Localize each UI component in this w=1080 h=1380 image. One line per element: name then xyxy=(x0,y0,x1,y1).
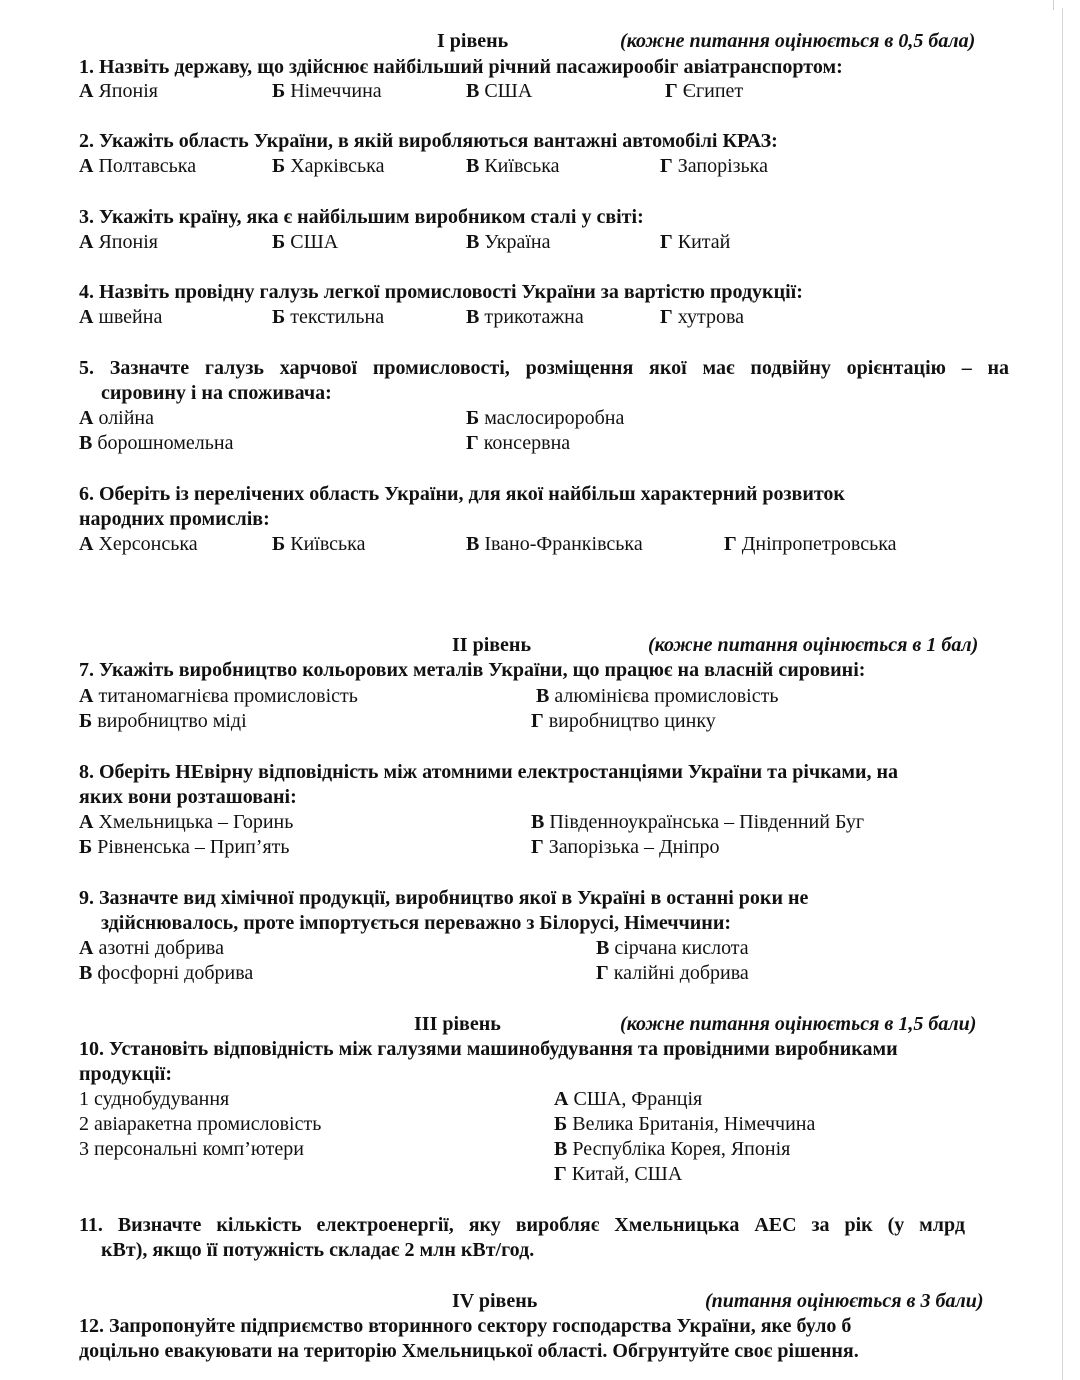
option-4a: А швейна xyxy=(79,306,163,328)
option-1b: Б Німеччина xyxy=(272,80,382,102)
question-7: 7. Укажіть виробництво кольорових металів України, що працює на власній сировині: xyxy=(79,659,866,681)
option-1a: А Японія xyxy=(79,80,158,102)
page-edge-right xyxy=(1062,8,1063,1380)
option-4d: Г хутрова xyxy=(660,306,745,328)
question-5-line-1: 5. Зазначте галузь харчової промисловості, розміщення якої має подвійну орієнтацію – на xyxy=(79,357,1009,379)
question-5-line-2: сировину і на споживача: xyxy=(101,382,332,404)
question-6-line-2: народних промислів: xyxy=(79,508,270,530)
question-2: 2. Укажіть область України, в якій виробляються вантажні автомобілі КРАЗ: xyxy=(79,130,778,152)
option-4b: Б текстильна xyxy=(272,306,385,328)
option-8a: А Хмельницька – Горинь xyxy=(79,811,294,833)
match-left-3: 3 персональні комп’ютери xyxy=(79,1138,304,1160)
option-8b: Б Рівненська – Прип’ять xyxy=(79,836,290,858)
option-3b: Б США xyxy=(272,231,339,253)
match-left-2: 2 авіаракетна промисловість xyxy=(79,1113,322,1135)
level-1-note: (кожне питання оцінюється в 0,5 бала) xyxy=(620,30,976,52)
option-2c: В Київська xyxy=(466,155,560,177)
option-1c: В США xyxy=(466,80,533,102)
level-2-note: (кожне питання оцінюється в 1 бал) xyxy=(648,634,979,656)
question-10-line-2: продукції: xyxy=(79,1063,173,1085)
match-left-1: 1 суднобудування xyxy=(79,1088,230,1110)
option-9b: В фосфорні добрива xyxy=(79,962,254,984)
level-4-title: IV рівень xyxy=(452,1290,538,1312)
option-6d: Г Дніпропетровська xyxy=(724,533,897,555)
level-2-title: II рівень xyxy=(452,634,532,656)
option-1d: Г Єгипет xyxy=(665,80,744,102)
option-2b: Б Харківська xyxy=(272,155,385,177)
question-1: 1. Назвіть державу, що здійснює найбільший річний пасажирообіг авіатранспортом: xyxy=(79,56,843,78)
question-3: 3. Укажіть країну, яка є найбільшим виробником сталі у світі: xyxy=(79,206,644,228)
option-6a: А Херсонська xyxy=(79,533,198,555)
option-8c: В Південноукраїнська – Південний Буг xyxy=(531,811,865,833)
option-3a: А Японія xyxy=(79,231,158,253)
question-8-line-1: 8. Оберіть НЕвірну відповідність між атомними електростанціями України та річками, на xyxy=(79,761,899,783)
option-2a: А Полтавська xyxy=(79,155,197,177)
option-4c: В трикотажна xyxy=(466,306,584,328)
question-4: 4. Назвіть провідну галузь легкої промисловості України за вартістю продукції: xyxy=(79,281,803,303)
option-7d: Г виробництво цинку xyxy=(531,710,716,732)
level-3-note: (кожне питання оцінюється в 1,5 бали) xyxy=(620,1013,977,1035)
match-right-d: Г Китай, США xyxy=(554,1163,683,1185)
option-5a: А олійна xyxy=(79,407,155,429)
option-8d: Г Запорізька – Дніпро xyxy=(531,836,720,858)
option-7c: В алюмінієва промисловість xyxy=(536,685,779,707)
option-3d: Г Китай xyxy=(660,231,731,253)
question-12-line-2: доцільно евакуювати на територію Хмельницької області. Обгрунтуйте своє рішення. xyxy=(79,1340,859,1362)
option-6b: Б Київська xyxy=(272,533,366,555)
option-9a: А азотні добрива xyxy=(79,937,224,959)
level-1-title: I рівень xyxy=(437,30,509,52)
option-2d: Г Запорізька xyxy=(660,155,768,177)
option-5c: В борошномельна xyxy=(79,432,234,454)
level-3-title: III рівень xyxy=(414,1013,501,1035)
question-6-line-1: 6. Оберіть із перелічених область України, для якої найбільш характерний розвиток xyxy=(79,483,845,505)
option-5b: Б маслосироробна xyxy=(466,407,625,429)
option-3c: В Україна xyxy=(466,231,551,253)
question-11-line-1: 11. Визначте кількість електроенергії, яку виробляє Хмельницька АЕС за рік (у млрд xyxy=(79,1214,965,1236)
question-8-line-2: яких вони розташовані: xyxy=(79,786,297,808)
option-6c: В Івано-Франківська xyxy=(466,533,643,555)
level-4-note: (питання оцінюється в 3 бали) xyxy=(705,1290,984,1312)
option-7a: А титаномагнієва промисловість xyxy=(79,685,358,707)
match-right-a: А США, Франція xyxy=(554,1088,703,1110)
question-11-line-2: кВт), якщо її потужність складає 2 млн кВт/год. xyxy=(101,1239,535,1261)
question-10-line-1: 10. Установіть відповідність між галузями машинобудування та провідними виробниками xyxy=(79,1038,898,1060)
match-right-b: Б Велика Британія, Німеччина xyxy=(554,1113,816,1135)
option-9d: Г калійні добрива xyxy=(596,962,749,984)
question-9-line-2: здійснювалось, проте імпортується переважно з Білорусі, Німеччини: xyxy=(101,912,731,934)
page-edge-top xyxy=(1053,0,1054,10)
option-5d: Г консервна xyxy=(466,432,571,454)
match-right-c: В Республіка Корея, Японія xyxy=(554,1138,791,1160)
question-9-line-1: 9. Зазначте вид хімічної продукції, виробництво якої в Україні в останні роки не xyxy=(79,887,809,909)
option-7b: Б виробництво міді xyxy=(79,710,247,732)
question-12-line-1: 12. Запропонуйте підприємство вторинного сектору господарства України, яке було б xyxy=(79,1315,852,1337)
option-9c: В сірчана кислота xyxy=(596,937,749,959)
